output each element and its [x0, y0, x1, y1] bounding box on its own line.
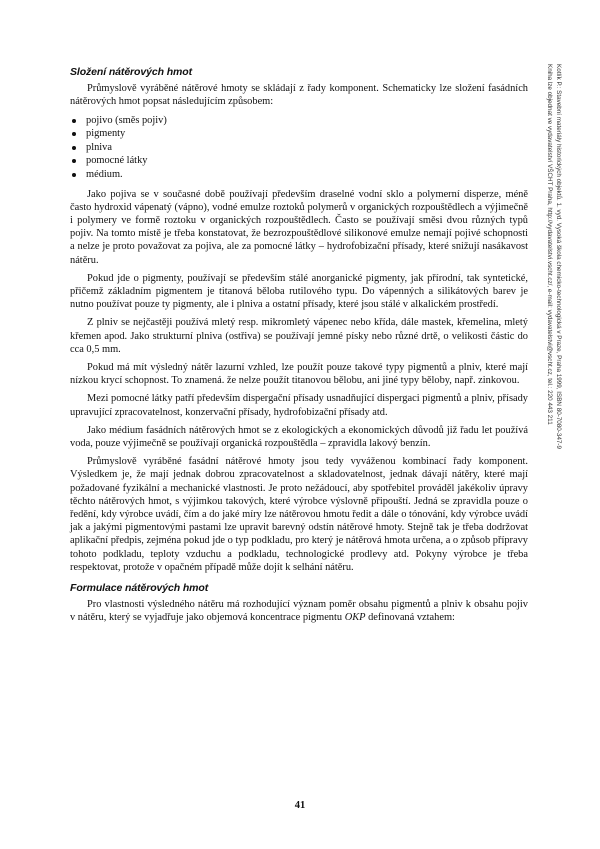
section-heading-formulation: Formulace nátěrových hmot: [70, 582, 209, 595]
bullet-icon: [72, 173, 76, 177]
list-item: plniva: [70, 141, 528, 155]
paragraph-industrial-paints: Průmyslově vyráběné fasádní nátěrové hmoty jsou tedy vyváženou kombinací řady komponent. Výsledkem je, že mají jednak dobrou zpracovatelnost a skladovatelnost, jednak dávají nátěry, které mají požadované fyzikální a mechanické vlastnosti. Je proto nežádoucí, aby spotřebitel prováděl jakékoliv úpravy těchto nátěrových hmot, s výjimkou takových, které výrobce výslovně připouští. Jedná se zpravidla pouze o ředění, kdy výrobce uvádí, čím a do jaké míry lze nátěrovou hmotu ředit a dále o tónování, kdy výrobce uvádí jak a jakými pigmentovými pastami lze upravit barevný odstín nátěrové hmoty. Stejně tak je třeba dodržovat aplikační předpis, zejména pokud jde o typ podkladu, pro který je nátěrová hmota určena, a o způsob přípravy tohoto podkladu, teploty vzduchu a podkladu, technologické prodlevy atd. Pokyny výrobce je třeba respektovat, protože v opačném případě může dojít k selhání nátěru.: [70, 456, 528, 573]
citation-line: Kotlík P.: Stavební materiály historických objektů. 1. vyd. Vysoká škola chemicko-technologická v Praze, Praha 1999, ISBN 80-7080-347-9: [555, 64, 562, 450]
paragraph-binders: Jako pojiva se v současné době používají především draselné vodní sklo a polymerní disperze, méně často hydroxid vápenatý (vápno), vodné emulze roztoků polymerů v organických rozpouštědlech a výjimečně i polymery ve formě roztoku v organických rozpouštědlech. Často se používají směsi dvou různých typů pojiv. Na tomto místě je třeba konstatovat, že bezrozpouštědlové silikonové emulze nemají pojivé schopnosti a nelze je proto považovat za pojiva, ale za pomocné látky – hydrofobizační přísady, které snižují nasákavost nátěru.: [70, 188, 528, 266]
page-number: 41: [294, 800, 306, 811]
paragraph-intro: Průmyslově vyráběné nátěrové hmoty se skládají z řady komponent. Schematicky lze složení fasádních nátěrových hmot popsat následujícím způsobem:: [70, 83, 528, 108]
bullet-icon: [72, 159, 76, 163]
bullet-icon: [72, 132, 76, 136]
okp-term: OKP: [344, 612, 366, 624]
list-item: médium.: [70, 168, 528, 182]
side-citation: [545, 64, 562, 564]
paragraph-fillers: Z plniv se nejčastěji používá mletý resp. mikromletý vápenec nebo křída, dále mastek, křemelina, mletý křemen apod. Jako strukturní plniva (ostřiva) se používají jemné písky nebo různé drtě, o velikosti částic do cca 0,5 mm.: [70, 317, 528, 355]
list-item: pigmenty: [70, 127, 528, 141]
list-item: pojivo (směs pojiv): [70, 114, 528, 128]
bullet-icon: [72, 119, 76, 123]
paragraph-pigments: Pokud jde o pigmenty, používají se především stálé anorganické pigmenty, jak přírodní, tak syntetické, přičemž základním pigmentem je titanová běloba rutilového typu. Do vápenných a silikátových barev je nutno používat pouze ty pigmenty, ale i plniva a ostatní přísady, které jsou stálé v alkalickém prostředí.: [70, 272, 528, 311]
main-text: [70, 66, 528, 630]
paragraph-glaze: Pokud má mít výsledný nátěr lazurní vzhled, lze použít pouze takové typy pigmentů a plniv, které mají nízkou krycí schopnost. To znamená. že nelze použít titanovou bělobu, ani jiné typy běloby, např. zinkovou.: [70, 362, 528, 387]
paragraph-formulation: Pro vlastnosti výsledného nátěru má rozhodující význam poměr obsahu pigmentů a plniv k obsahu pojiv v nátěru, který se vyjadřuje jako objemová koncentrace pigmentu OKP definovaná vztahem:: [70, 599, 528, 624]
paragraph-medium: Jako médium fasádních nátěrových hmot se z ekologických a ekonomických důvodů již řadu let používá voda, pouze výjimečně se používají organická rozpouštědla – zpravidla lakový benzín.: [70, 424, 528, 450]
component-list: [70, 114, 528, 182]
list-item: pomocné látky: [70, 154, 528, 168]
order-line: Kniha lze objednat ve vydavatelství VŠCHT Praha, http://vydavatelstvi.vscht.cz/, e-mail: vydavatelstvi@vscht.cz, tel.: 220 443 211: [546, 64, 554, 425]
paragraph-additives: Mezi pomocné látky patří především dispergační přísady usnadňující dispergaci pigmentů a plniv, přísady upravující zpracovatelnost, konzervační přísady, hydrofobizační přísady atd.: [70, 393, 528, 418]
bullet-icon: [72, 146, 76, 150]
section-heading-composition: Složení nátěrových hmot: [70, 66, 192, 78]
